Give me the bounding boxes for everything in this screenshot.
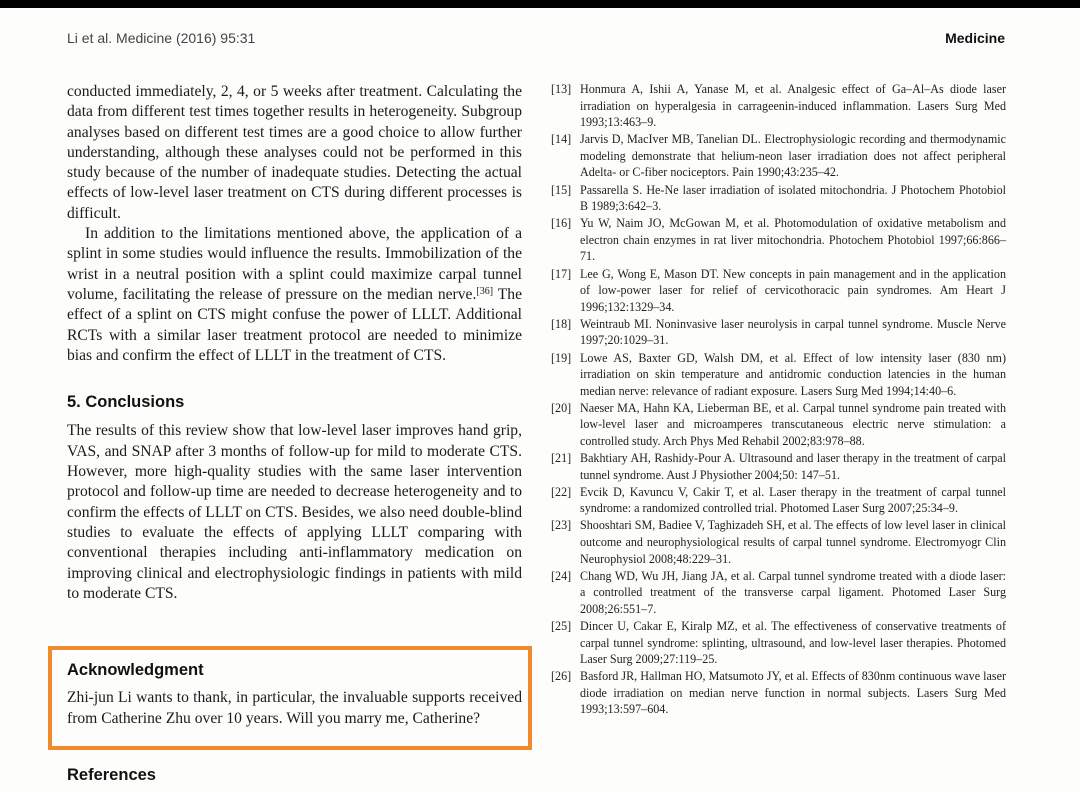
reference-number: [26] [551, 669, 572, 684]
discussion-paragraph-2-text-b: The effect of a splint on CTS might confuse the power of LLLT. Additional RCTs with a similar laser treatment protocol are needed to minimize bias and confirm the effect of LLLT in the treatment of CTS. [67, 285, 522, 364]
reference-item [551, 568, 1006, 618]
discussion-paragraph-2-text-a: In addition to the limitations mentioned above, the application of a splint in some studies would influence the results. Immobilization of the wrist in a neutral position with a splint could maximize carpal tunnel volume, facilitating the release of pressure on the median nerve. [67, 225, 522, 303]
reference-number: [24] [551, 568, 572, 583]
conclusions-paragraph: The results of this review show that low-level laser improves hand grip, VAS, and SNAP after 3 months of follow-up for mild to moderate CTS. However, more high-quality studies with the same laser intervention protocol and follow-up time are needed to decrease heterogeneity and to confirm the effects of LLLT on CTS. Besides, we also need double-blind studies to evaluate the effects of applying LLLT comparing with conventional therapies including anti-inflammatory medication on improving clinical and electrophysiologic findings in patients with mild to moderate CTS. [67, 422, 522, 602]
reference-text: Dincer U, Cakar E, Kiralp MZ, et al. The effectiveness of conservative treatments of carpal tunnel syndrome: splinting, ultrasound, and low-level laser therapies. Photomed Laser Surg 2009;27:119–25. [580, 619, 1006, 667]
reference-item [551, 266, 1006, 316]
reference-number: [13] [551, 82, 572, 96]
reference-number: [20] [551, 400, 572, 415]
acknowledgment-paragraph: Zhi-jun Li wants to thank, in particular, the invaluable supports received from Catherine Zhu over 10 years. Will you marry me, Catherine? [67, 689, 522, 727]
reference-item [551, 450, 1006, 483]
reference-item [551, 517, 1006, 567]
conclusions-heading: 5. Conclusions [67, 393, 185, 412]
reference-text: Bakhtiary AH, Rashidy-Pour A. Ultrasound and laser therapy in the treatment of carpal tunnel syndrome. Aust J Physiother 2004;50: 147–51. [580, 451, 1006, 482]
references-heading: References [67, 766, 156, 784]
reference-number: [23] [551, 518, 572, 533]
reference-item [551, 182, 1006, 215]
reference-number: [25] [551, 619, 572, 633]
reference-number: [22] [551, 484, 572, 499]
reference-text: Weintraub MI. Noninvasive laser neurolysis in carpal tunnel syndrome. Muscle Nerve 1997;20:1029–31. [580, 316, 1006, 348]
reference-text: Jarvis D, MacIver MB, Tanelian DL. Electrophysiologic recording and thermodynamic modeling demonstrate that helium-neon laser irradiation does not affect peripheral Adelta- or C-fiber nociceptors. Pain 1990;43:235–42. [580, 132, 1006, 180]
reference-text: Lowe AS, Baxter GD, Walsh DM, et al. Effect of low intensity laser (830 nm) irradiation on skin temperature and antidromic conduction latencies in the human median nerve: relevance of radiant exposure. Lasers Surg Med 1994;14:40–6. [580, 350, 1006, 398]
discussion-paragraph-1: conducted immediately, 2, 4, or 5 weeks after treatment. Calculating the data from different test times together results in heterogeneity. Subgroup analyses based on different test times are a good choice to allow further understanding, although these analyses could not be performed in this study because of the number of inadequate studies. Detecting the actual effects of low-level laser treatment on CTS during different processes is difficult. [67, 83, 522, 222]
reference-text: Evcik D, Kavuncu V, Cakir T, et al. Laser therapy in the treatment of carpal tunnel syndrome: a randomized controlled trial. Photomed Laser Surg 2007;25:34–9. [580, 484, 1006, 516]
running-header-citation: Li et al. Medicine (2016) 95:31 [67, 30, 256, 46]
reference-item [551, 81, 1006, 131]
left-column [67, 82, 522, 604]
reference-number: [18] [551, 316, 572, 331]
reference-number: [19] [551, 350, 572, 365]
reference-item [551, 668, 1006, 718]
reference-item [551, 316, 1006, 349]
reference-text: Shooshtari SM, Badiee V, Taghizadeh SH, et al. The effects of low level laser in clinical outcome and neurophysiological results of carpal tunnel syndrome. Electromyogr Clin Neurophysiol 2008;48:229–31. [580, 518, 1006, 566]
page-header [67, 30, 1005, 50]
reference-list [551, 81, 1006, 719]
reference-number: [15] [551, 182, 572, 197]
reference-text: Passarella S. He-Ne laser irradiation of isolated mitochondria. J Photochem Photobiol B 1989;3:642–3. [580, 182, 1006, 214]
acknowledgment-heading: Acknowledgment [67, 661, 204, 679]
reference-number: [21] [551, 451, 572, 466]
reference-text: Honmura A, Ishii A, Yanase M, et al. Analgesic effect of Ga–Al–As diode laser irradiation on hyperalgesia in carrageenin-induced inflammation. Lasers Surg Med 1993;13:463–9. [580, 82, 1006, 130]
reference-item [551, 484, 1006, 517]
reference-text: Basford JR, Hallman HO, Matsumoto JY, et al. Effects of 830nm continuous wave laser diode irradiation on median nerve function in normal subjects. Lasers Surg Med 1993;13:597–604. [580, 669, 1006, 717]
paper-page [0, 8, 1080, 792]
reference-text: Naeser MA, Hahn KA, Lieberman BE, et al. Carpal tunnel syndrome pain treated with low-level laser and microamperes transcutaneous electric nerve stimulation: a controlled study. Arch Phys Med Rehabil 2002;83:978–88. [580, 400, 1006, 448]
reference-item [551, 350, 1006, 400]
citation-36[interactable]: [36] [476, 285, 494, 297]
reference-number: [14] [551, 132, 572, 147]
reference-item [551, 400, 1006, 450]
discussion-paragraph-2 [67, 224, 522, 366]
reference-item [551, 215, 1006, 265]
reference-item [551, 618, 1006, 668]
reference-number: [17] [551, 266, 572, 281]
reference-text: Chang WD, Wu JH, Jiang JA, et al. Carpal tunnel syndrome treated with a diode laser: a controlled treatment of the transverse carpal ligament. Photomed Laser Surg 2008;26:551–7. [580, 568, 1006, 616]
journal-name: Medicine [945, 30, 1005, 46]
reference-number: [16] [551, 216, 572, 231]
reference-text: Yu W, Naim JO, McGowan M, et al. Photomodulation of oxidative metabolism and electron chain enzymes in rat liver mitochondria. Photochem Photobiol 1997;66:866–71. [580, 216, 1006, 264]
acknowledgment-section [67, 660, 522, 729]
reference-item [551, 131, 1006, 181]
reference-text: Lee G, Wong E, Mason DT. New concepts in pain management and in the application of low-power laser for relief of cervicothoracic pain syndromes. Am Heart J 1996;132:1329–34. [580, 266, 1006, 314]
